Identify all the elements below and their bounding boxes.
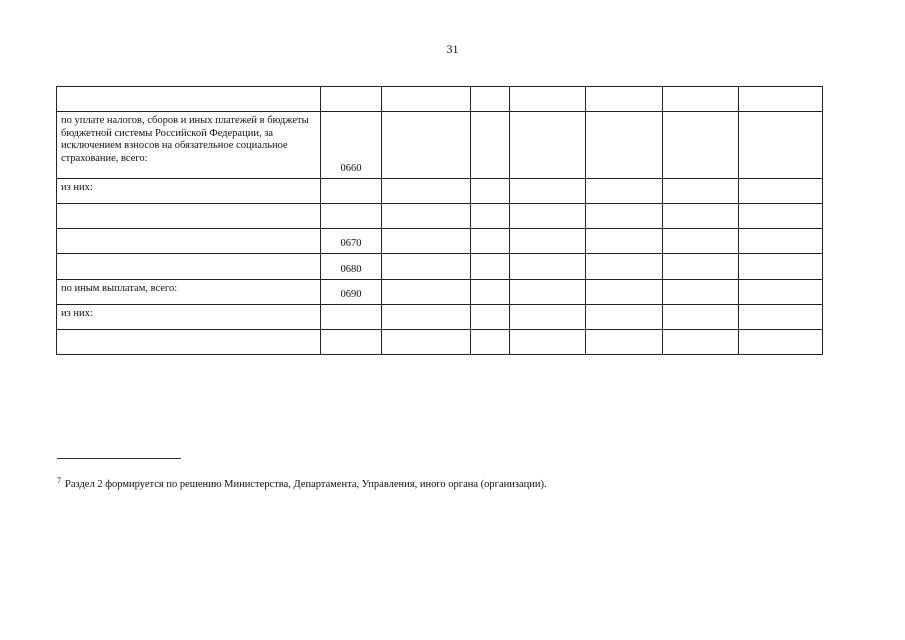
value-cell bbox=[586, 204, 663, 229]
value-cell bbox=[586, 254, 663, 280]
value-cell bbox=[586, 87, 663, 112]
value-cell bbox=[663, 204, 739, 229]
value-cell bbox=[663, 254, 739, 280]
value-cell bbox=[739, 305, 823, 330]
value-cell bbox=[663, 229, 739, 254]
row-label bbox=[57, 254, 321, 280]
report-table bbox=[56, 86, 823, 355]
value-cell bbox=[510, 179, 586, 204]
value-cell bbox=[382, 112, 471, 179]
page-number: 31 bbox=[446, 42, 459, 56]
row-label: по уплате налогов, сборов и иных платежей в бюджеты бюджетной системы Российской Федерации, за исключением взносов на обязательное социальное страхование, всего: bbox=[57, 112, 321, 179]
value-cell bbox=[586, 179, 663, 204]
value-cell bbox=[471, 204, 510, 229]
value-cell bbox=[663, 280, 739, 305]
row-label bbox=[57, 229, 321, 254]
table-row bbox=[57, 179, 823, 204]
value-cell bbox=[663, 305, 739, 330]
value-cell bbox=[739, 254, 823, 280]
row-code bbox=[321, 87, 382, 112]
value-cell bbox=[471, 280, 510, 305]
value-cell bbox=[663, 112, 739, 179]
value-cell bbox=[471, 112, 510, 179]
value-cell bbox=[471, 179, 510, 204]
value-cell bbox=[471, 87, 510, 112]
value-cell bbox=[739, 179, 823, 204]
value-cell bbox=[471, 229, 510, 254]
footnote-marker: 7 bbox=[57, 476, 61, 485]
footnote bbox=[57, 476, 547, 490]
value-cell bbox=[663, 179, 739, 204]
value-cell bbox=[663, 330, 739, 355]
value-cell bbox=[510, 229, 586, 254]
value-cell bbox=[510, 305, 586, 330]
value-cell bbox=[382, 280, 471, 305]
value-cell bbox=[739, 204, 823, 229]
value-cell bbox=[510, 112, 586, 179]
table-row bbox=[57, 280, 823, 305]
value-cell bbox=[739, 229, 823, 254]
footnote-separator bbox=[57, 458, 181, 459]
value-cell bbox=[382, 330, 471, 355]
row-label: из них: bbox=[57, 179, 321, 204]
value-cell bbox=[510, 280, 586, 305]
row-code bbox=[321, 305, 382, 330]
value-cell bbox=[586, 280, 663, 305]
table-row bbox=[57, 229, 823, 254]
value-cell bbox=[382, 229, 471, 254]
value-cell bbox=[739, 330, 823, 355]
value-cell bbox=[739, 112, 823, 179]
row-code: 0660 bbox=[321, 112, 382, 179]
table-row bbox=[57, 254, 823, 280]
value-cell bbox=[586, 229, 663, 254]
value-cell bbox=[586, 112, 663, 179]
row-label bbox=[57, 87, 321, 112]
value-cell bbox=[471, 330, 510, 355]
row-code bbox=[321, 179, 382, 204]
row-code: 0670 bbox=[321, 229, 382, 254]
value-cell bbox=[586, 305, 663, 330]
table-row bbox=[57, 330, 823, 355]
footnote-text: Раздел 2 формируется по решению Министерства, Департамента, Управления, иного органа (организации). bbox=[65, 479, 547, 490]
row-label: из них: bbox=[57, 305, 321, 330]
value-cell bbox=[471, 305, 510, 330]
value-cell bbox=[739, 87, 823, 112]
value-cell bbox=[510, 204, 586, 229]
value-cell bbox=[663, 87, 739, 112]
row-code bbox=[321, 330, 382, 355]
value-cell bbox=[510, 330, 586, 355]
value-cell bbox=[471, 254, 510, 280]
row-code bbox=[321, 204, 382, 229]
value-cell bbox=[586, 330, 663, 355]
table-row bbox=[57, 204, 823, 229]
value-cell bbox=[510, 254, 586, 280]
value-cell bbox=[382, 305, 471, 330]
row-label bbox=[57, 204, 321, 229]
value-cell bbox=[382, 179, 471, 204]
table-row bbox=[57, 112, 823, 179]
value-cell bbox=[382, 204, 471, 229]
value-cell bbox=[382, 87, 471, 112]
value-cell bbox=[382, 254, 471, 280]
row-label: по иным выплатам, всего: bbox=[57, 280, 321, 305]
value-cell bbox=[739, 280, 823, 305]
table-row bbox=[57, 305, 823, 330]
row-code: 0680 bbox=[321, 254, 382, 280]
value-cell bbox=[510, 87, 586, 112]
row-code: 0690 bbox=[321, 280, 382, 305]
row-label bbox=[57, 330, 321, 355]
table-row bbox=[57, 87, 823, 112]
